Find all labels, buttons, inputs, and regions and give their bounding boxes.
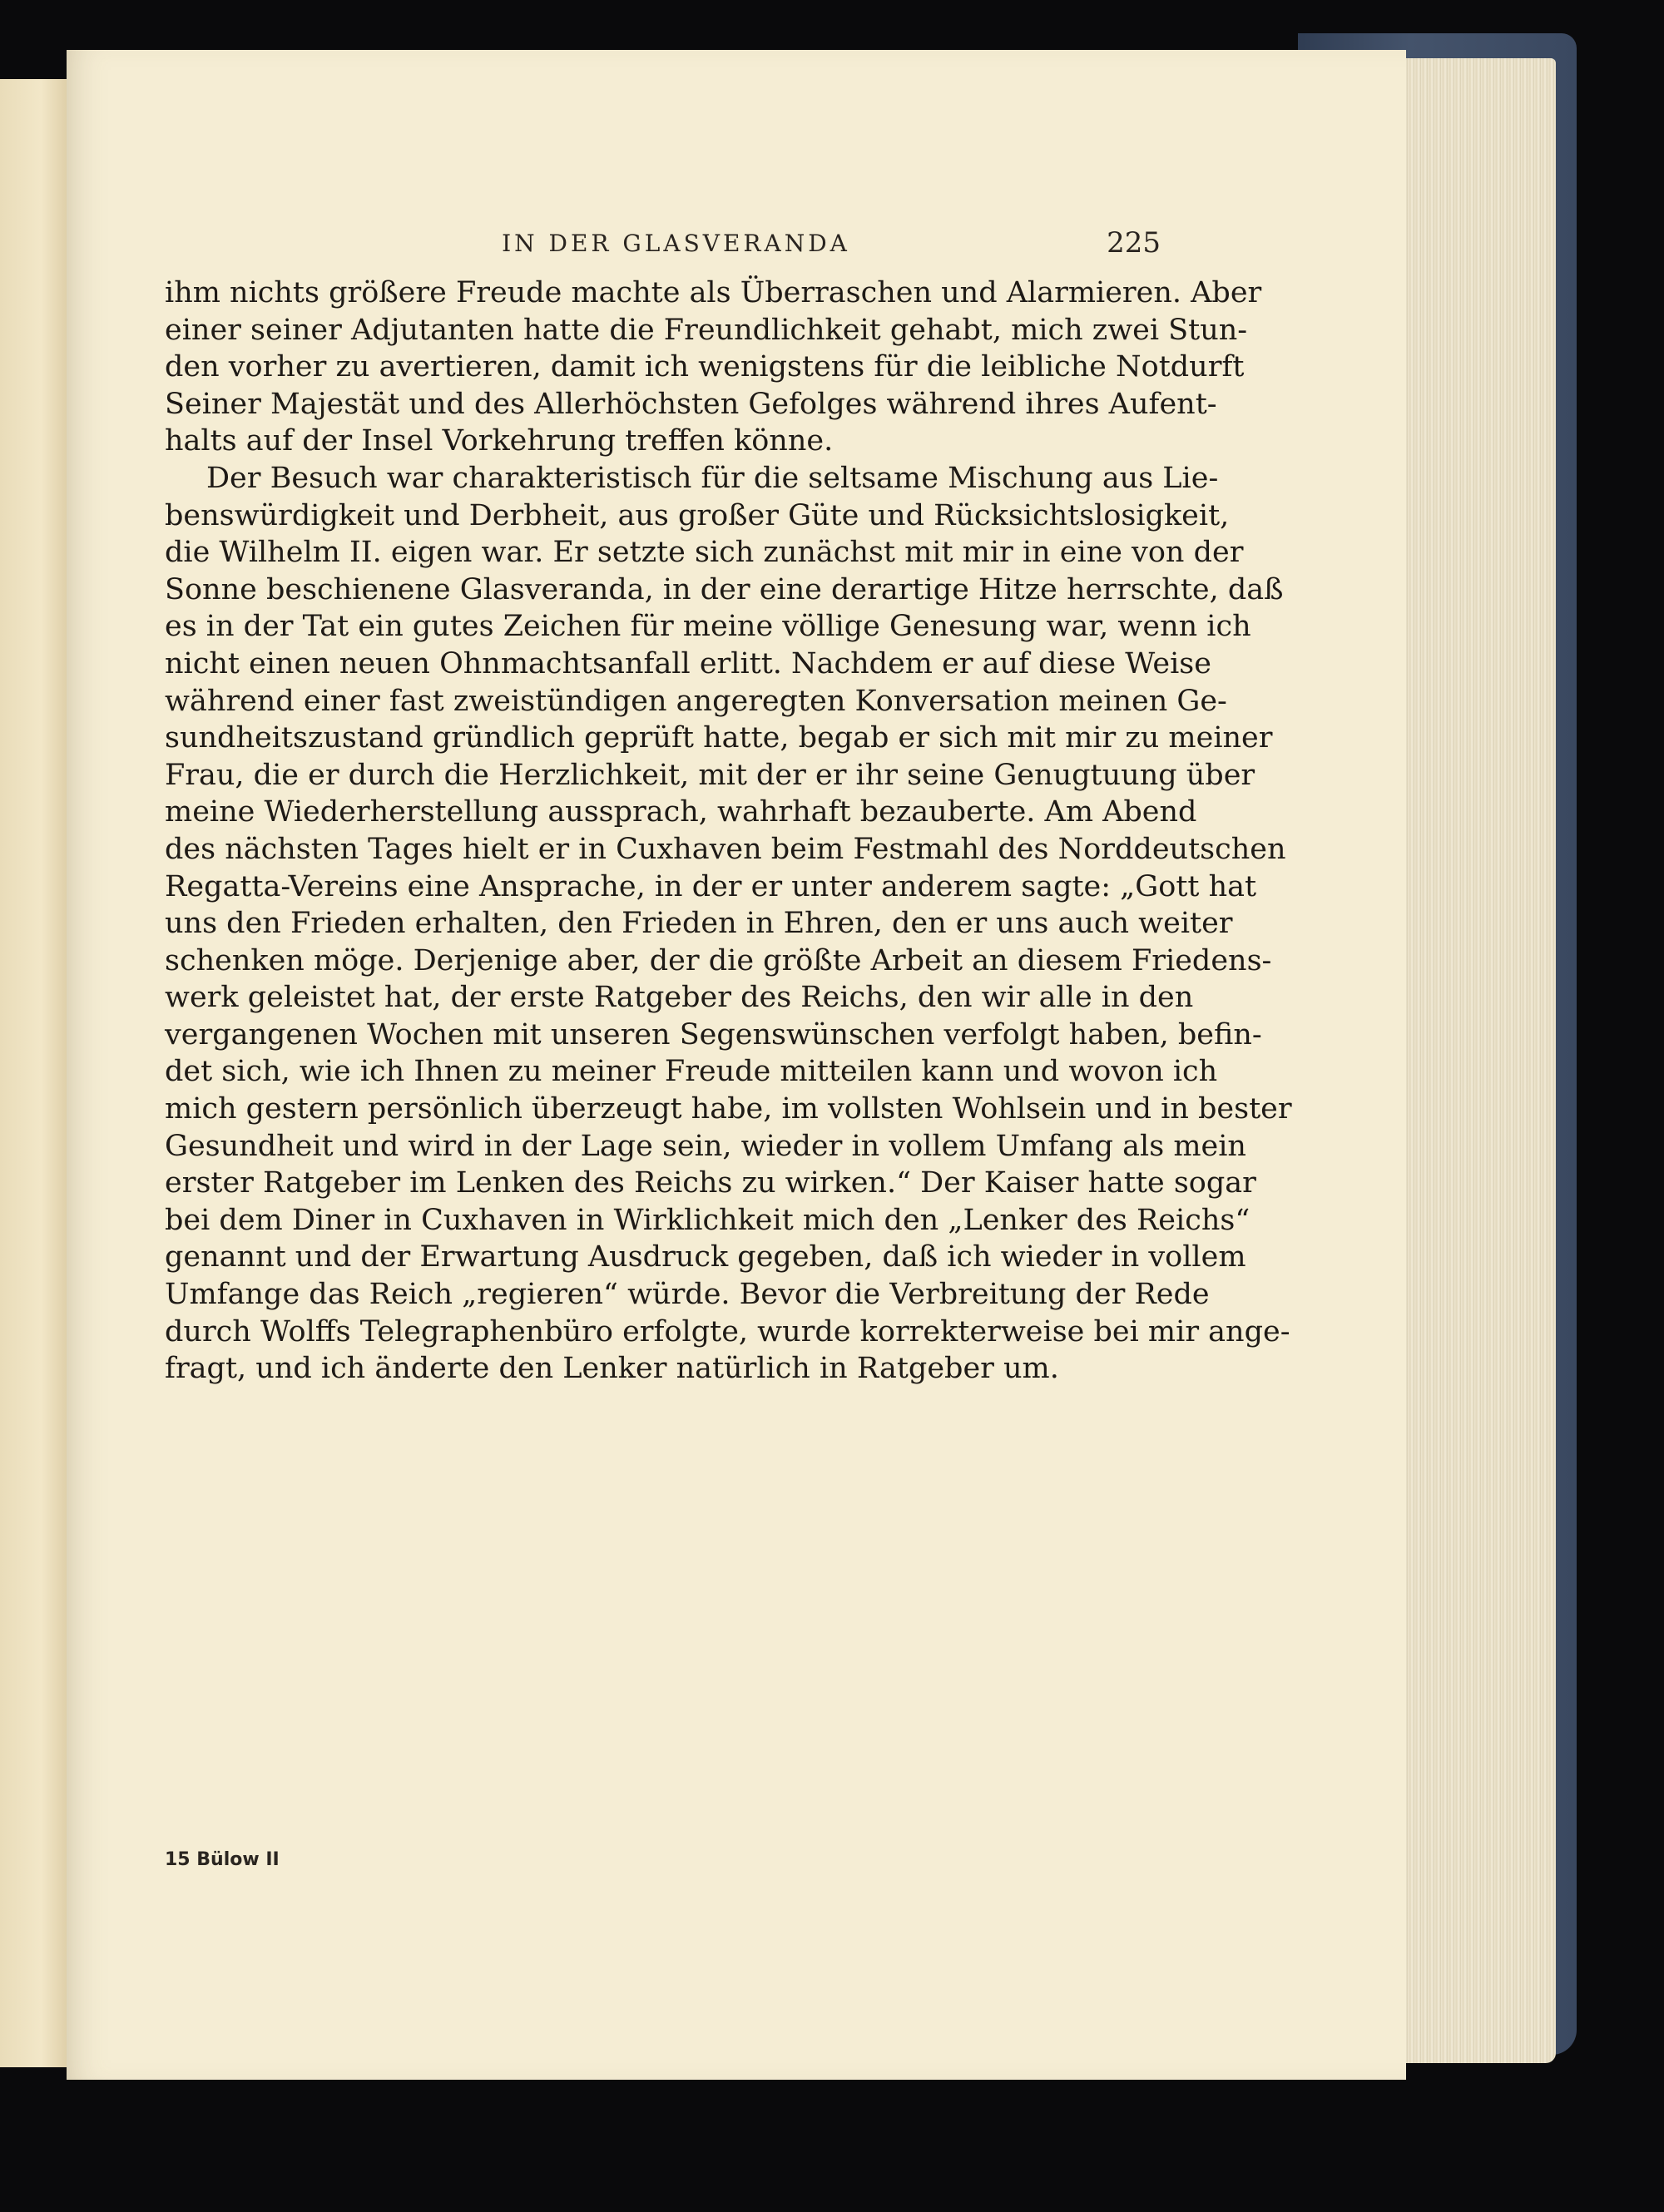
text-line: schenken möge. Derjenige aber, der die größte Arbeit an diesem Friedens- — [165, 943, 1272, 977]
text-line: genannt und der Erwartung Ausdruck gegeben, daß ich wieder in vollem — [165, 1240, 1246, 1274]
text-line: erster Ratgeber im Lenken des Reichs zu wirken.“ Der Kaiser hatte sogar — [165, 1166, 1256, 1200]
text-line: halts auf der Insel Vorkehrung treffen könne. — [165, 424, 834, 458]
text-line: sundheitszustand gründlich geprüft hatte, begab er sich mit mir zu meiner — [165, 721, 1273, 755]
text-line: ihm nichts größere Freude machte als Überraschen und Alarmieren. Aber — [165, 276, 1262, 309]
text-line: einer seiner Adjutanten hatte die Freundlichkeit gehabt, mich zwei Stun- — [165, 313, 1248, 347]
body-text — [165, 275, 1292, 1388]
text-line: nicht einen neuen Ohnmachtsanfall erlitt. Nachdem er auf diese Weise — [165, 646, 1211, 680]
text-line: den vorher zu avertieren, damit ich wenigstens für die leibliche Notdurft — [165, 350, 1245, 384]
text-line: während einer fast zweistündigen angeregten Konversation meinen Ge- — [165, 684, 1227, 718]
text-line: uns den Frieden erhalten, den Frieden in Ehren, den er uns auch weiter — [165, 907, 1233, 941]
text-line: Sonne beschienene Glasveranda, in der eine derartige Hitze herrschte, daß — [165, 572, 1284, 606]
text-line: vergangenen Wochen mit unseren Segenswünschen verfolgt haben, befin- — [165, 1017, 1262, 1052]
page-header — [191, 226, 1161, 268]
running-head: IN DER GLASVERANDA — [502, 230, 850, 257]
text-line: die Wilhelm II. eigen war. Er setzte sich zunächst mit mir in eine von der — [165, 536, 1244, 570]
page-edges — [1381, 58, 1556, 2063]
text-line: Regatta-Vereins eine Ansprache, in der er unter anderem sagte: „Gott hat — [165, 869, 1257, 903]
text-line: fragt, und ich änderte den Lenker natürlich in Ratgeber um. — [165, 1352, 1059, 1386]
text-line: durch Wolffs Telegraphenbüro erfolgte, wurde korrekterweise bei mir ange- — [165, 1314, 1290, 1348]
text-line: det sich, wie ich Ihnen zu meiner Freude mitteilen kann und wovon ich — [165, 1055, 1218, 1089]
text-line: es in der Tat ein gutes Zeichen für meine völlige Genesung war, wenn ich — [165, 610, 1251, 644]
text-line: des nächsten Tages hielt er in Cuxhaven beim Festmahl des Norddeutschen — [165, 832, 1286, 866]
text-line: Der Besuch war charakteristisch für die seltsame Mischung aus Lie- — [206, 461, 1219, 495]
page-number: 225 — [1107, 226, 1161, 260]
facing-page-edge — [0, 79, 75, 2067]
text-line: bei dem Diner in Cuxhaven in Wirklichkeit mich den „Lenker des Reichs“ — [165, 1203, 1250, 1237]
text-line: Gesundheit und wird in der Lage sein, wieder in vollem Umfang als mein — [165, 1129, 1246, 1163]
text-line: meine Wiederherstellung aussprach, wahrhaft bezauberte. Am Abend — [165, 795, 1197, 829]
printer-signature: 15 Bülow II — [165, 1849, 280, 1870]
text-line: Frau, die er durch die Herzlichkeit, mit der er ihr seine Genugtuung über — [165, 758, 1255, 792]
text-line: werk geleistet hat, der erste Ratgeber des Reichs, den wir alle in den — [165, 981, 1194, 1015]
text-line: mich gestern persönlich überzeugt habe, im vollsten Wohlsein und in bester — [165, 1092, 1292, 1126]
text-line: benswürdigkeit und Derbheit, aus großer Güte und Rücksichtslosigkeit, — [165, 498, 1230, 532]
text-line: Seiner Majestät und des Allerhöchsten Gefolges während ihres Aufent- — [165, 387, 1217, 421]
text-line: Umfange das Reich „regieren“ würde. Bevor die Verbreitung der Rede — [165, 1278, 1210, 1312]
